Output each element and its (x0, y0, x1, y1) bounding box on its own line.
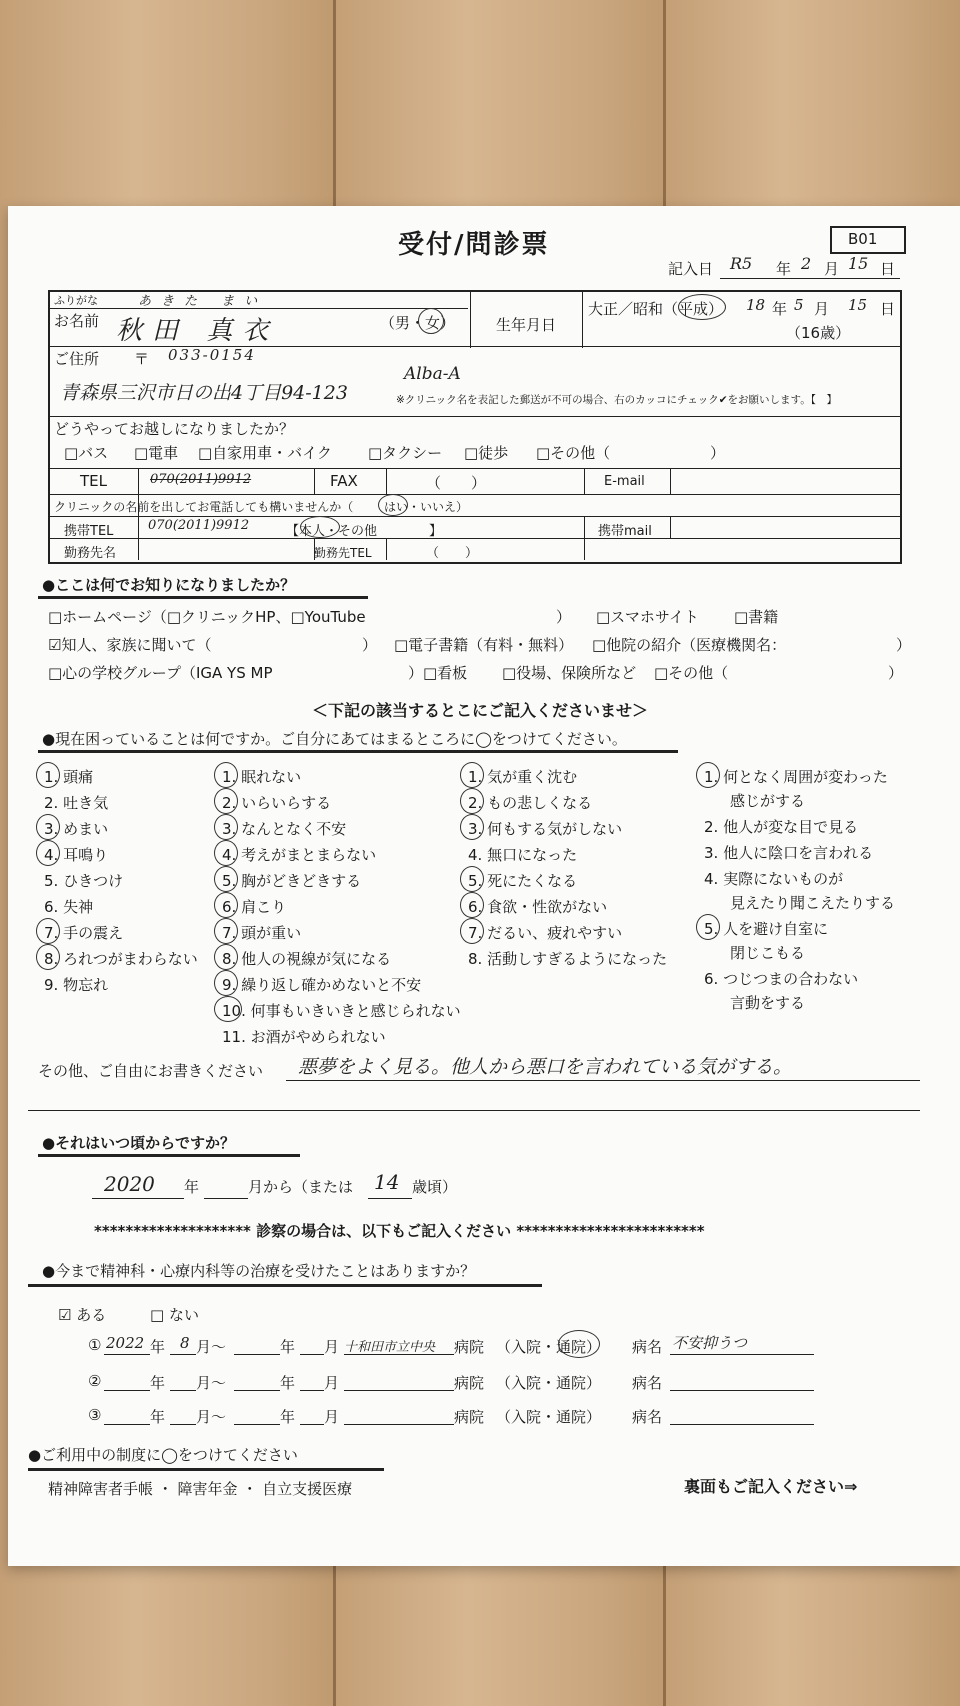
phone-consent-yes[interactable]: はい (384, 500, 409, 514)
symptom-1-7[interactable]: 7. 手の震え (44, 924, 124, 942)
name-label: お名前 (54, 312, 100, 330)
fax-label: FAX (330, 472, 358, 490)
treatment-year-unit: 年 (150, 1338, 166, 1356)
symptom-4-3[interactable]: 3. 他人に陰口を言われる (704, 844, 874, 862)
symptom-4-6[interactable]: 6. つじつまの合わない (704, 970, 859, 988)
symptom-3-4[interactable]: 4. 無口になった (468, 846, 578, 864)
symptom-circle (460, 918, 484, 944)
symptom-circle (36, 944, 60, 970)
symptoms-question: ●現在困っていることは何ですか。ご自分にあてはまるところに◯をつけてください。 (42, 730, 627, 748)
mobile-mail-label: 携帯mail (598, 524, 652, 539)
treatment-year-unit: 年 (150, 1408, 166, 1426)
treatment-hospital-unit: 病院 (454, 1408, 485, 1426)
treatment-month-unit: 月～ (196, 1408, 227, 1426)
dob-year: 18 (746, 296, 766, 314)
era-options: 大正／昭和（平成） (588, 300, 724, 318)
symptom-circle (214, 944, 238, 970)
onset-year[interactable]: 2020 (104, 1172, 155, 1196)
gender-female-circle (418, 308, 444, 334)
symptom-1-4[interactable]: 4. 耳鳴り (44, 846, 109, 864)
systems-question: ●ご利用中の制度に◯をつけてください (28, 1446, 298, 1464)
symptom-3-8[interactable]: 8. 活動しすぎるようになった (468, 950, 668, 968)
symptom-1-2[interactable]: 2. 吐き気 (44, 794, 109, 812)
onset-age-unit: 歳頃） (412, 1178, 458, 1196)
symptom-2-8[interactable]: 8. 他人の視線が気になる (222, 950, 392, 968)
dob-label: 生年月日 (496, 316, 557, 334)
symptom-3-3[interactable]: 3. 何もする気がしない (468, 820, 623, 838)
symptom-circle (36, 814, 60, 840)
symptom-1-1[interactable]: 1. 頭痛 (44, 768, 94, 786)
work-tel-value: （ ） (426, 546, 479, 561)
work-tel-label: 勤務先TEL (314, 546, 372, 560)
dob-month: 5 (794, 296, 804, 314)
referral-homepage-close: ） (556, 608, 572, 626)
symptom-circle (460, 814, 484, 840)
referral-other-clinic-close: ） (896, 636, 912, 654)
symptom-1-8[interactable]: 8. ろれつがまわらない (44, 950, 198, 968)
symptom-circle (214, 892, 238, 918)
symptom-circle (460, 762, 484, 788)
symptom-4-5[interactable]: 5. 人を避け自室に (704, 920, 829, 938)
mobile-value: 070(2011)9912 (148, 518, 250, 533)
treatment-admission: （入院・通院） (496, 1338, 602, 1356)
symptom-3-6[interactable]: 6. 食欲・性欲がない (468, 898, 608, 916)
referral-acquaintance-close: ） (362, 636, 378, 654)
transport-other-close: ） (710, 444, 726, 462)
postal-value: 033-0154 (168, 346, 256, 364)
symptom-3-1[interactable]: 1. 気が重く沈む (468, 768, 578, 786)
onset-month-unit: 月から（または (248, 1178, 354, 1196)
symptom-circle (460, 866, 484, 892)
symptom-4-2[interactable]: 2. 他人が変な目で見る (704, 818, 859, 836)
symptom-1-3[interactable]: 3. めまい (44, 820, 109, 838)
symptom-circle (696, 762, 720, 788)
symptom-circle (214, 840, 238, 866)
symptom-4-5-cont: 閉じこもる (730, 944, 806, 962)
symptom-3-5[interactable]: 5. 死にたくなる (468, 872, 578, 890)
entry-date-day-unit: 日 (880, 260, 896, 278)
symptom-circle (36, 762, 60, 788)
free-text-label: その他、ご自由にお書きください (38, 1062, 264, 1080)
address-value: 青森県三沢市日の出4丁目94-123 (60, 382, 348, 404)
entry-date-era: R5 (730, 254, 753, 273)
treatment-disease-label: 病名 (632, 1374, 663, 1392)
treatment-question: ●今まで精神科・心療内科等の治療を受けたことはありますか？ (42, 1262, 476, 1280)
symptom-2-9[interactable]: 9. 繰り返し確かめないと不安 (222, 976, 422, 994)
symptom-4-6-cont: 言動をする (730, 994, 806, 1012)
treatment-no[interactable]: □ ない (150, 1306, 199, 1324)
form-title: 受付/問診票 (398, 230, 550, 260)
symptom-circle (36, 840, 60, 866)
symptom-circle (214, 762, 238, 788)
referral-other-close: ） (888, 664, 904, 682)
symptom-3-7[interactable]: 7. だるい、疲れやすい (468, 924, 623, 942)
treatment-end-month-unit: 月 (324, 1374, 340, 1392)
treatment-row-disease[interactable]: 不安抑うつ (672, 1334, 748, 1352)
instructions: ＜下記の該当するとこにご記入くださいませ＞ (312, 701, 649, 720)
symptom-circle (214, 814, 238, 840)
dob-year-unit: 年 (772, 300, 788, 318)
symptom-2-5[interactable]: 5. 胸がどきどきする (222, 872, 362, 890)
referral-acquaintance[interactable]: ☑知人、家族に聞いて（ (48, 636, 212, 654)
referral-book[interactable]: □書籍 (734, 608, 779, 626)
back-page-note: 裏面もご記入ください⇒ (684, 1477, 858, 1496)
onset-year-unit: 年 (184, 1178, 200, 1196)
furigana-value: あきた まい (138, 294, 268, 309)
symptom-1-5[interactable]: 5. ひきつけ (44, 872, 124, 890)
referral-office[interactable]: □役場、保険所など (502, 664, 637, 682)
treatment-admission: （入院・通院） (496, 1408, 602, 1426)
tel-label: TEL (80, 472, 107, 490)
gender-options: （男・女） (380, 314, 456, 332)
entry-date-month-unit: 月 (824, 260, 840, 278)
mobile-label: 携帯TEL (64, 524, 114, 539)
transport-car[interactable]: □自家用車・バイク (198, 444, 332, 462)
systems-options[interactable]: 精神障害者手帳 ・ 障害年金 ・ 自立支援医療 (48, 1480, 353, 1498)
phone-consent-rest: ・いいえ） (408, 500, 469, 514)
symptom-4-1[interactable]: 1. 何となく周囲が変わった (704, 768, 888, 786)
treatment-hospital-unit: 病院 (454, 1374, 485, 1392)
symptom-1-9[interactable]: 9. 物忘れ (44, 976, 109, 994)
intake-form-paper (8, 206, 960, 1566)
treatment-row-month[interactable]: 8 (180, 1334, 190, 1352)
treatment-row-num: ② (88, 1372, 102, 1390)
referral-other[interactable]: □その他（ (654, 664, 729, 682)
email-label: E-mail (604, 474, 645, 489)
treatment-row-year[interactable]: 2022 (106, 1334, 145, 1352)
symptom-circle (36, 918, 60, 944)
address-label: ご住所 (54, 350, 100, 368)
treatment-end-year-unit: 年 (280, 1338, 296, 1356)
phone-consent-yes-circle (378, 494, 408, 516)
entry-date-label: 記入日 (668, 260, 714, 278)
treatment-disease-label: 病名 (632, 1338, 663, 1356)
treatment-hospital-unit: 病院 (454, 1338, 485, 1356)
referral-school-group[interactable]: □心の学校グループ（IGA YS MP (48, 664, 273, 682)
exam-banner: ******************** 診察の場合は、以下もご記入ください ************************ (94, 1222, 705, 1240)
symptom-2-10[interactable]: 10. 何事もいきいきと感じられない (222, 1002, 461, 1020)
transport-train[interactable]: □電車 (134, 444, 179, 462)
fax-value: （ ） (426, 474, 487, 492)
entry-date-year-unit: 年 (776, 260, 792, 278)
work-label: 勤務先名 (64, 546, 117, 561)
transport-other[interactable]: □その他（ (536, 444, 611, 462)
era-heisei-circle (678, 294, 726, 320)
furigana-label: ふりがな (54, 294, 98, 307)
onset-age[interactable]: 14 (374, 1170, 400, 1194)
outpatient-circle (558, 1330, 600, 1358)
treatment-month-unit: 月～ (196, 1338, 227, 1356)
treatment-end-year-unit: 年 (280, 1374, 296, 1392)
symptom-4-4[interactable]: 4. 実際にないものが (704, 870, 844, 888)
symptom-circle (214, 996, 242, 1022)
transport-taxi[interactable]: □タクシー (368, 444, 443, 462)
symptom-2-4[interactable]: 4. 考えがまとまらない (222, 846, 377, 864)
referral-signboard[interactable]: ）□看板 (408, 664, 468, 682)
symptom-3-2[interactable]: 2. もの悲しくなる (468, 794, 593, 812)
treatment-row-hospital[interactable]: 十和田市立中央 (344, 1340, 436, 1355)
dob-day: 15 (848, 296, 868, 314)
symptom-1-6[interactable]: 6. 失神 (44, 898, 94, 916)
dob-month-unit: 月 (814, 300, 830, 318)
mobile-owner-self-circle (300, 516, 340, 538)
referral-smartphone[interactable]: □スマホサイト (596, 608, 699, 626)
symptom-circle (696, 914, 720, 940)
transport-bus[interactable]: □バス (64, 444, 109, 462)
entry-date-month: 2 (801, 254, 812, 273)
mobile-owner: 【本人・その他 】 (286, 524, 443, 539)
transport-walk[interactable]: □徒歩 (464, 444, 509, 462)
form-code: B01 (848, 230, 878, 248)
symptom-2-2[interactable]: 2. いらいらする (222, 794, 332, 812)
symptom-circle (214, 970, 238, 996)
building-value: Alba-A (404, 364, 461, 384)
treatment-disease-label: 病名 (632, 1408, 663, 1426)
dob-day-unit: 日 (880, 300, 896, 318)
symptom-circle (214, 788, 238, 814)
symptom-2-6[interactable]: 6. 肩こり (222, 898, 287, 916)
postal-mark: 〒 (134, 350, 150, 368)
onset-question: ●それはいつ頃からですか？ (42, 1134, 235, 1152)
symptom-circle (214, 866, 238, 892)
phone-consent-question: クリニックの名前を出してお電話しても構いませんか（ (54, 500, 354, 514)
symptom-circle (460, 788, 484, 814)
symptom-4-4-cont: 見えたり聞こえたりする (730, 894, 896, 912)
referral-question: ●ここは何でお知りになりましたか？ (42, 576, 296, 594)
treatment-end-month-unit: 月 (324, 1408, 340, 1426)
referral-homepage[interactable]: □ホームページ（□クリニックHP、□YouTube (48, 608, 366, 626)
treatment-end-year-unit: 年 (280, 1408, 296, 1426)
treatment-end-month-unit: 月 (324, 1338, 340, 1356)
entry-date-day: 15 (848, 254, 869, 273)
treatment-row-num: ③ (88, 1406, 102, 1424)
symptom-circle (460, 892, 484, 918)
treatment-row-num: ① (88, 1336, 102, 1354)
mail-note: ※クリニック名を表記した郵送が不可の場合、右のカッコにチェック✔をお願いします。【 】 (396, 394, 837, 406)
symptom-2-11[interactable]: 11. お酒がやめられない (222, 1028, 386, 1046)
treatment-year-unit: 年 (150, 1374, 166, 1392)
age-value: （16歳） (786, 324, 851, 342)
tel-value: 070(2011)9912 (150, 472, 252, 487)
symptom-4-1-cont: 感じがする (730, 792, 806, 810)
name-value: 秋田 真衣 (116, 316, 279, 346)
symptom-circle (214, 918, 238, 944)
symptom-2-3[interactable]: 3. なんとなく不安 (222, 820, 347, 838)
symptom-2-7[interactable]: 7. 頭が重い (222, 924, 302, 942)
referral-other-clinic[interactable]: □他院の紹介（医療機関名： (592, 636, 787, 654)
treatment-admission: （入院・通院） (496, 1374, 602, 1392)
symptom-2-1[interactable]: 1. 眠れない (222, 768, 302, 786)
treatment-yes[interactable]: ☑ ある (58, 1306, 107, 1324)
referral-ebook[interactable]: □電子書籍（有料・無料） (394, 636, 574, 654)
free-text-value[interactable]: 悪夢をよく見る。他人から悪口を言われている気がする。 (298, 1056, 793, 1078)
treatment-month-unit: 月～ (196, 1374, 227, 1392)
transport-question: どうやってお越しになりましたか？ (54, 420, 295, 438)
